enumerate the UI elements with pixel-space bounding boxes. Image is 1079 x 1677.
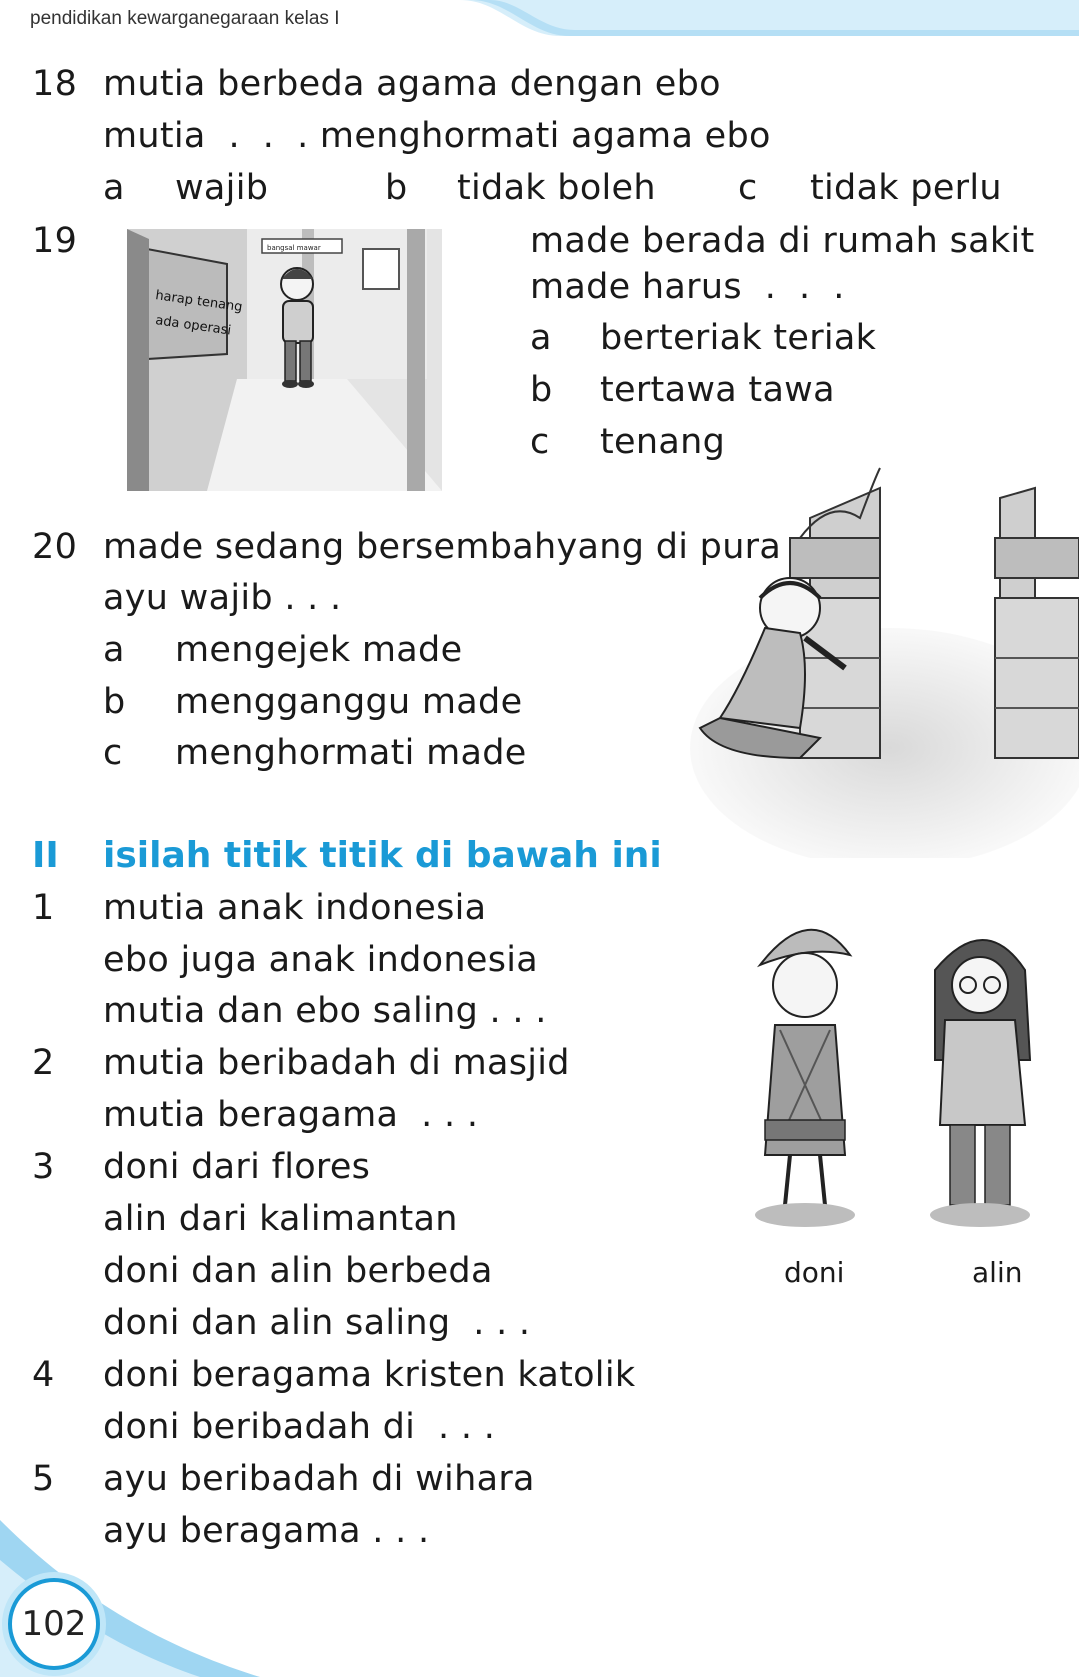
footer-swoosh <box>0 1520 1079 1677</box>
q19-option-b-letter: b <box>530 370 553 410</box>
item-3-line2: alin dari kalimantan <box>103 1199 458 1239</box>
sign-quiet: harap tenang <box>154 288 244 316</box>
q18-option-a-letter: a <box>103 168 125 208</box>
question-19-number: 19 <box>32 221 78 261</box>
doni-figure <box>755 930 855 1227</box>
sign-surgery: ada operasi <box>154 313 233 339</box>
question-18-line1: mutia berbeda agama dengan ebo <box>103 64 721 104</box>
q20-option-a: mengejek made <box>175 630 463 670</box>
doni-alin-illustration <box>740 910 1060 1260</box>
item-2-number: 2 <box>32 1043 55 1083</box>
page-number: 102 <box>21 1604 87 1644</box>
q20-option-a-letter: a <box>103 630 125 670</box>
item-3-line3: doni dan alin berbeda <box>103 1251 493 1291</box>
section-2-number: II <box>32 835 59 876</box>
item-2-line1: mutia beribadah di masjid <box>103 1043 570 1083</box>
question-20-line2: ayu wajib . . . <box>103 578 342 618</box>
item-1-line2: ebo juga anak indonesia <box>103 940 539 980</box>
item-4-number: 4 <box>32 1355 55 1395</box>
q18-option-b: tidak boleh <box>457 168 656 208</box>
question-18-number: 18 <box>32 64 78 104</box>
q20-option-c-letter: c <box>103 733 123 773</box>
corridor-sign-label: bangsal mawar <box>267 244 321 252</box>
q19-option-c: tenang <box>600 422 726 462</box>
item-4-line2: doni beribadah di . . . <box>103 1407 496 1447</box>
caption-alin: alin <box>972 1256 1023 1289</box>
item-5-line1: ayu beribadah di wihara <box>103 1459 535 1499</box>
item-5-line2: ayu beragama . . . <box>103 1511 430 1551</box>
q18-option-a: wajib <box>175 168 269 208</box>
question-19-line2: made harus . . . <box>530 267 845 307</box>
item-3-number: 3 <box>32 1147 55 1187</box>
item-3-line4: doni dan alin saling . . . <box>103 1303 531 1343</box>
q20-option-b-letter: b <box>103 682 126 722</box>
temple-praying-illustration <box>680 458 1079 858</box>
question-20-number: 20 <box>32 527 78 567</box>
question-20-line1: made sedang bersembahyang di pura <box>103 527 782 567</box>
q20-option-c: menghormati made <box>175 733 527 773</box>
item-5-number: 5 <box>32 1459 55 1499</box>
question-18-line2: mutia . . . menghormati agama ebo <box>103 116 771 156</box>
hospital-corridor-illustration <box>127 229 442 491</box>
page-number-badge <box>8 1578 100 1670</box>
item-1-line1: mutia anak indonesia <box>103 888 487 928</box>
q18-option-c: tidak perlu <box>810 168 1002 208</box>
q18-option-c-letter: c <box>738 168 758 208</box>
item-2-line2: mutia beragama . . . <box>103 1095 479 1135</box>
q20-option-b: mengganggu made <box>175 682 523 722</box>
q19-option-c-letter: c <box>530 422 550 462</box>
item-4-line1: doni beragama kristen katolik <box>103 1355 636 1395</box>
header-title: pendidikan kewarganegaraan kelas I <box>30 8 340 29</box>
section-2-title: isilah titik titik di bawah ini <box>103 835 662 876</box>
q19-option-b: tertawa tawa <box>600 370 835 410</box>
caption-doni: doni <box>784 1256 845 1289</box>
q18-option-b-letter: b <box>385 168 408 208</box>
alin-figure <box>930 940 1030 1227</box>
q19-option-a: berteriak teriak <box>600 318 877 358</box>
question-19-line1: made berada di rumah sakit <box>530 221 1035 261</box>
item-1-line3: mutia dan ebo saling . . . <box>103 991 547 1031</box>
item-1-number: 1 <box>32 888 55 928</box>
q19-option-a-letter: a <box>530 318 552 358</box>
item-3-line1: doni dari flores <box>103 1147 371 1187</box>
